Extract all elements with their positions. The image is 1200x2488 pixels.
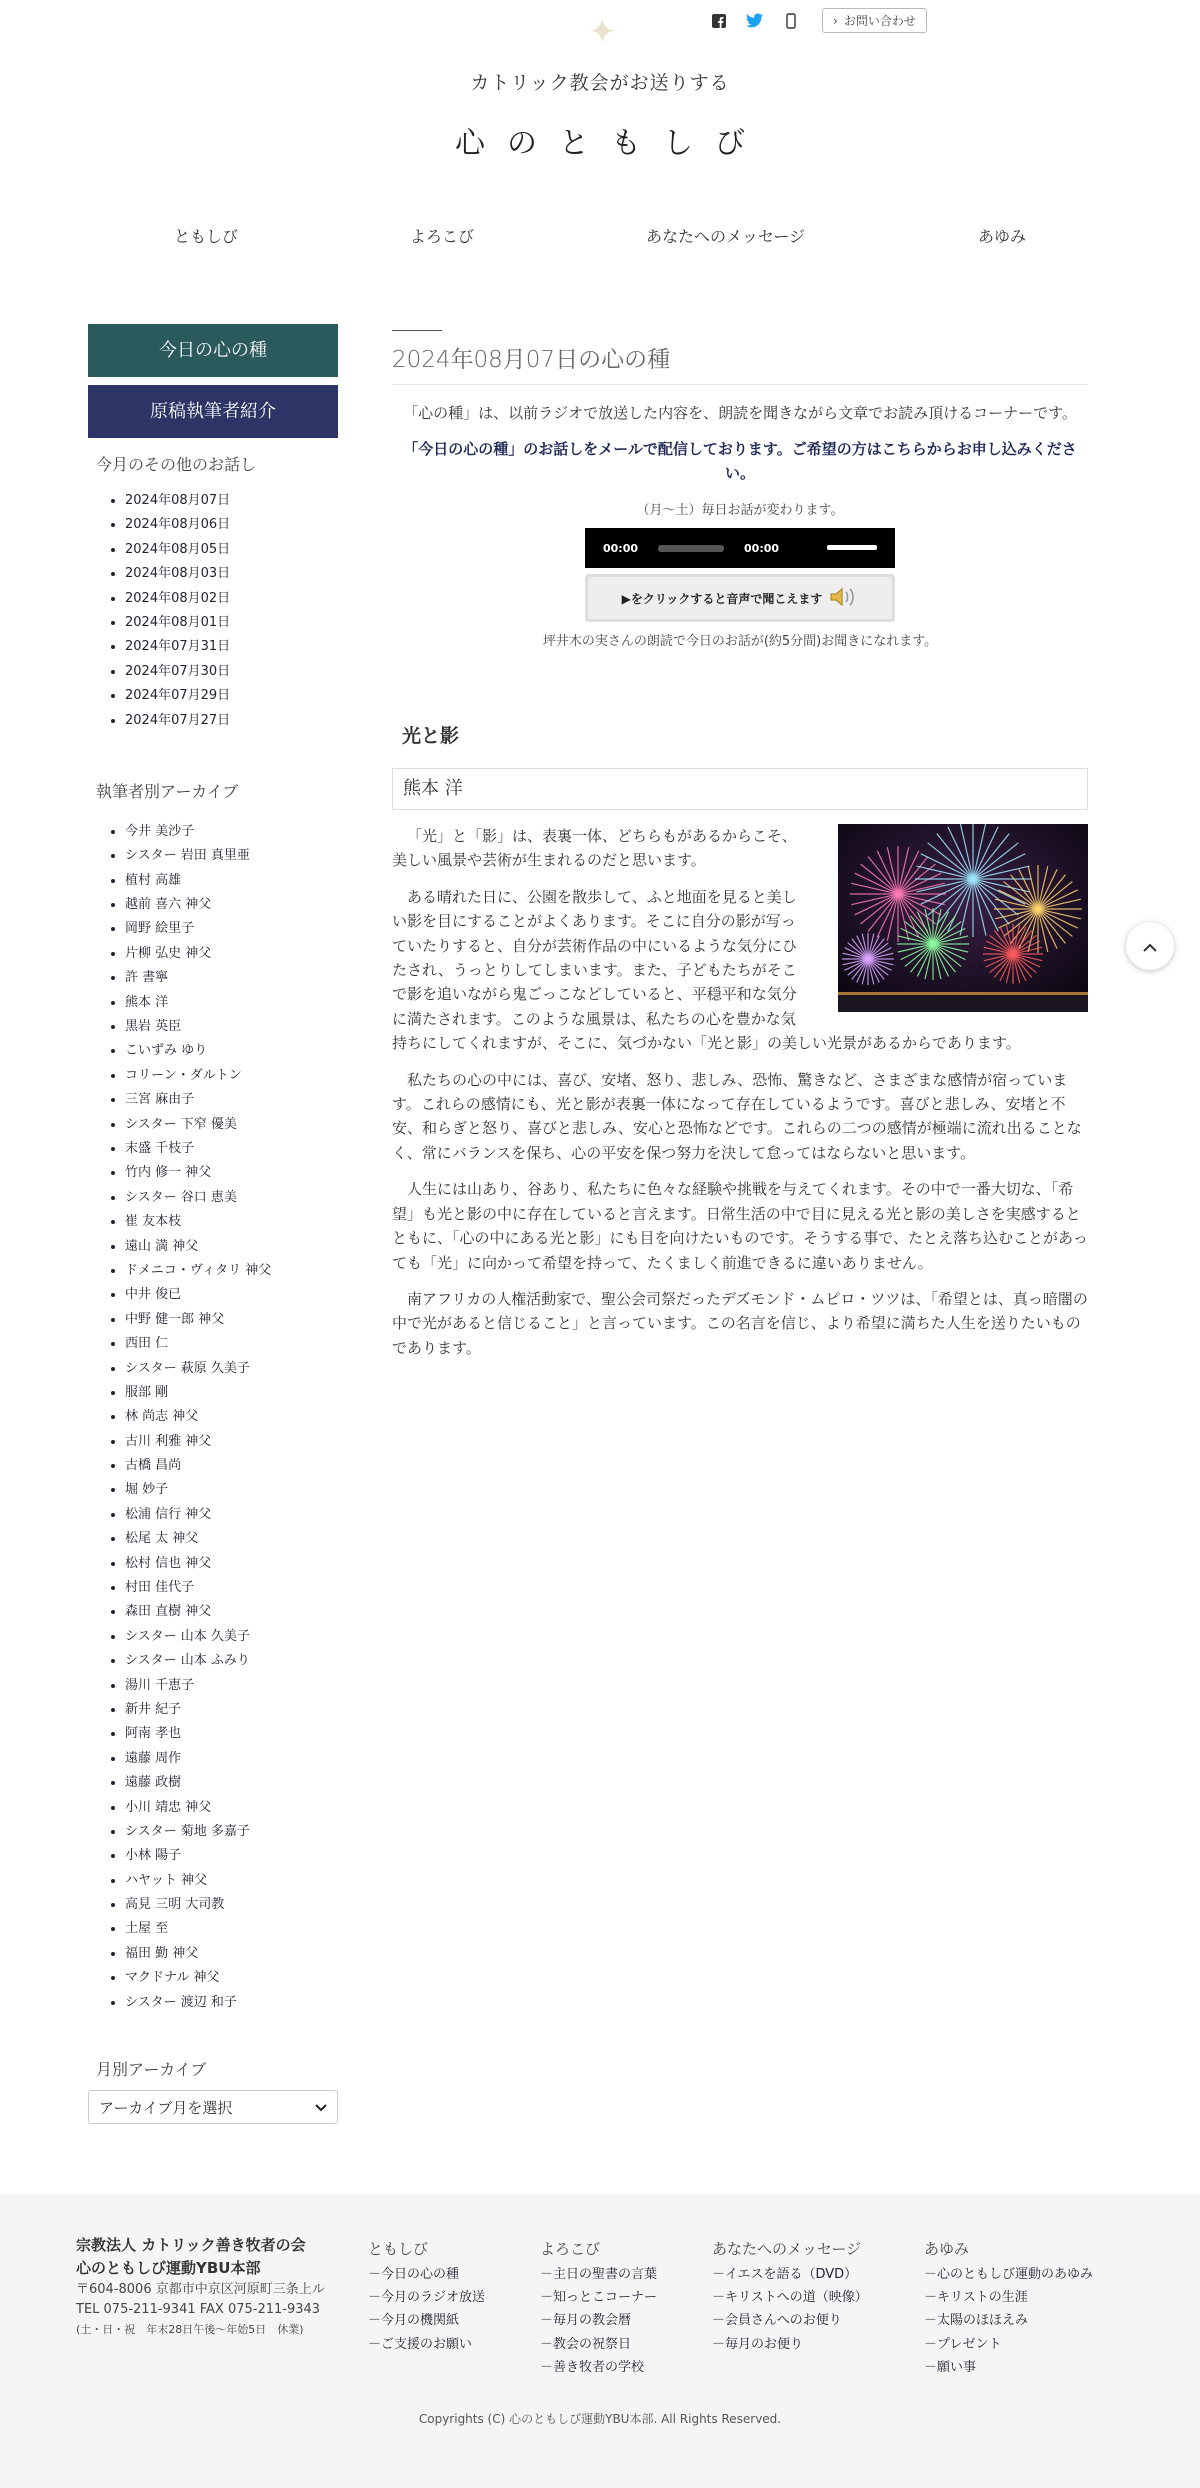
author-archive-link[interactable]: • ハヤット 神父: [125, 1869, 338, 1893]
author-archive-link[interactable]: • 村田 佳代子: [125, 1576, 338, 1600]
author-archive-link[interactable]: • 三宮 麻由子: [125, 1088, 338, 1112]
contact-button[interactable]: [822, 8, 927, 33]
audio-player[interactable]: [585, 528, 895, 568]
contact-label: お問い合わせ: [843, 14, 916, 28]
author-archive-link[interactable]: • コリーン・ダルトン: [125, 1064, 338, 1088]
recent-date-link[interactable]: • 2024年08月05日: [125, 538, 338, 562]
dash-bullet-icon: －: [540, 2336, 554, 2352]
author-archive-link[interactable]: • 新井 紀子: [125, 1698, 338, 1722]
footer-column-yorokobi: [540, 2238, 657, 2379]
intro-text: 「心の種」は、以前ラジオで放送した内容を、朗読を聞きながら文章でお読み頂けるコーナーです。: [403, 404, 1077, 422]
nav-item-tomoshibi[interactable]: ともしび: [174, 227, 239, 246]
main-content: [392, 330, 1088, 1372]
footer-link-list: [924, 2263, 1093, 2379]
authors-intro-button[interactable]: 原稿執筆者紹介: [88, 385, 338, 438]
dash-bullet-icon: －: [540, 2359, 554, 2375]
author-archive-link[interactable]: • ドメニコ・ヴィタリ 神父: [125, 1259, 338, 1283]
dash-bullet-icon: －: [712, 2313, 726, 2329]
mail-subscribe-link[interactable]: 「今日の心の種」のお話しをメールで配信しております。ご希望の方はこちらからお申し込みください。: [403, 440, 1077, 482]
author-archive-link[interactable]: • 遠山 満 神父: [125, 1235, 338, 1259]
author-archive-link[interactable]: • こいずみ ゆり: [125, 1039, 338, 1063]
top-links: [708, 8, 927, 33]
author-archive-link[interactable]: • 竹内 修一 神父: [125, 1161, 338, 1185]
footer-link-label: 毎月のお便り: [725, 2336, 804, 2352]
footer-column-heading[interactable]: あなたへのメッセージ: [712, 2240, 862, 2258]
author-archive-link[interactable]: • 森田 直樹 神父: [125, 1600, 338, 1624]
author-archive-link[interactable]: • 古橋 昌尚: [125, 1454, 338, 1478]
footer-link-label: キリストの生涯: [937, 2290, 1028, 2306]
footer-link-label: イエスを語る（DVD）: [725, 2267, 858, 2282]
footer-link-label: 教会の祝祭日: [553, 2336, 632, 2352]
dash-bullet-icon: －: [368, 2290, 382, 2306]
reader-note: 坪井木の実さんの朗読で今日のお話が(約5分間)お聞きになれます。: [542, 634, 938, 649]
footer-link[interactable]: [368, 2286, 485, 2309]
author-archive-link[interactable]: • 許 書寧: [125, 966, 338, 990]
author-archive-link[interactable]: • 西田 仁: [125, 1332, 338, 1356]
dash-bullet-icon: －: [924, 2336, 938, 2352]
footer-link-list: [540, 2263, 657, 2379]
dash-bullet-icon: －: [924, 2359, 938, 2375]
author-archive-link[interactable]: • 末盛 千枝子: [125, 1137, 338, 1161]
today-seed-button[interactable]: 今日の心の種: [88, 324, 338, 377]
footer-link-label: ご支援のお願い: [381, 2336, 473, 2352]
footer-link-label: 心のともしび運動のあゆみ: [937, 2267, 1094, 2282]
footer-link-list: [368, 2263, 485, 2356]
author-archive-link[interactable]: • 高見 三明 大司教: [125, 1893, 338, 1917]
back-to-top-button[interactable]: [1126, 922, 1174, 970]
article-body: [392, 824, 1088, 1360]
dash-bullet-icon: －: [712, 2290, 726, 2306]
speaker-icon: [828, 586, 858, 611]
footer-link[interactable]: [540, 2286, 657, 2309]
dash-bullet-icon: －: [540, 2267, 554, 2282]
author-archive-link[interactable]: • 阿南 孝也: [125, 1722, 338, 1746]
footer-link-label: 今月のラジオ放送: [381, 2290, 486, 2306]
author-archive-link[interactable]: • 遠藤 政樹: [125, 1771, 338, 1795]
org-holiday: (土・日・祝 年末28日午後〜年始5日 休業): [76, 2323, 304, 2336]
footer-link[interactable]: [540, 2309, 657, 2332]
article-paragraph-2: ある晴れた日に、公園を散歩して、ふと地面を見ると美しい影を目にすることがよくあります。そこに自分の影が写っていたりすると、自分が芸術作品の中にいるような気分にひたされ、うっとりしてしまいます。また、子どもたちがそこで影を追いながら鬼ごっこなどしていると、平穏平和な気分に満たされます。このような風景は、私たちの心を豊かな気持ちにしてくれますが、そこに、気づかない「光と影」の美しい光景があるからであります。: [392, 887, 1021, 1053]
footer-column-ayumi: [924, 2238, 1093, 2379]
footer-link[interactable]: [540, 2356, 657, 2379]
footer-link[interactable]: [368, 2263, 485, 2286]
title-rule: [392, 330, 442, 331]
dash-bullet-icon: －: [712, 2336, 726, 2352]
recent-date-link[interactable]: • 2024年08月06日: [125, 513, 338, 537]
author-archive-link[interactable]: • 湯川 千恵子: [125, 1674, 338, 1698]
author-archive-link[interactable]: • 植村 高雄: [125, 869, 338, 893]
footer-column-tomoshibi: [368, 2238, 485, 2356]
footer-link-label: 毎月の教会暦: [553, 2313, 632, 2329]
author-archive-link[interactable]: • 土屋 至: [125, 1917, 338, 1941]
author-archive-link[interactable]: • 中井 俊已: [125, 1283, 338, 1307]
footer-link[interactable]: [368, 2309, 485, 2332]
nav-item-message[interactable]: あなたへのメッセージ: [646, 227, 806, 246]
dash-bullet-icon: －: [368, 2267, 382, 2282]
footer-link-label: 善き牧者の学校: [553, 2359, 645, 2375]
author-archive-link[interactable]: • 松尾 太 神父: [125, 1527, 338, 1551]
story-title: 光と影: [402, 725, 460, 747]
sidebar: [88, 324, 338, 2124]
author-archive-link[interactable]: • 中野 健一郎 神父: [125, 1308, 338, 1332]
article-paragraph-4: 人生には山あり、谷あり、私たちに色々な経験や挑戦を与えてくれます。その中で一番大切な、「希望」も光と影の中に存在していると言えます。日常生活の中で目に見える光と影の美しさを実感するとともに、「心の中にある光と影」にも目を向けたいものです。そうする事で、たとえ落ち込むことがあっても「光」に向かって希望を持って、たくましく前進できるに違いありません。: [392, 1180, 1088, 1272]
author-archive-link[interactable]: • シスター 萩原 久美子: [125, 1357, 338, 1381]
author-archive-link[interactable]: • 福田 勤 神父: [125, 1942, 338, 1966]
footer-column-message: [712, 2238, 868, 2356]
article-paragraph-5: 南アフリカの人権活動家で、聖公会司祭だったデズモンド・ムピロ・ツツは、「希望とは、真っ暗闇の中で光があると信じること」と言っています。この名言を信じ、より希望に満ちた人生を送りたいものであります。: [392, 1289, 1088, 1357]
site-title[interactable]: 心のともしび: [455, 126, 767, 161]
footer-link-label: キリストへの道（映像）: [725, 2290, 868, 2306]
fireworks-image: [838, 824, 1088, 1012]
author-archive-link[interactable]: • 岡野 絵里子: [125, 917, 338, 941]
footer-link-list: [712, 2263, 868, 2356]
author-archive-link[interactable]: • 遠藤 周作: [125, 1747, 338, 1771]
days-note: （月〜土）毎日お話が変わります。: [636, 503, 844, 518]
footer-column-heading[interactable]: よろこび: [540, 2240, 601, 2258]
recent-date-link[interactable]: • 2024年07月27日: [125, 709, 338, 733]
recent-date-link[interactable]: • 2024年08月01日: [125, 611, 338, 635]
recent-date-link[interactable]: • 2024年08月02日: [125, 587, 338, 611]
authors-archive-heading: 執筆者別アーカイブ: [96, 781, 239, 801]
footer-link[interactable]: [712, 2333, 868, 2356]
twitter-icon[interactable]: [744, 10, 766, 32]
footer-link-label: プレゼント: [937, 2336, 1002, 2352]
play-audio-button[interactable]: [585, 574, 895, 622]
recent-date-link[interactable]: • 2024年08月03日: [125, 562, 338, 586]
recent-date-link[interactable]: • 2024年07月30日: [125, 660, 338, 684]
site-footer: [0, 2194, 1200, 2488]
author-archive-link[interactable]: • 堀 妙子: [125, 1478, 338, 1502]
star-logo-icon: ✦: [588, 12, 617, 52]
footer-link[interactable]: [712, 2286, 868, 2309]
author-archive-link[interactable]: • 林 尚志 神父: [125, 1405, 338, 1429]
site-header: [0, 0, 1200, 200]
nav-item-ayumi[interactable]: あゆみ: [978, 227, 1027, 246]
site-subtitle: カトリック教会がお送りする: [470, 72, 730, 94]
chevron-up-icon: [1143, 937, 1157, 956]
dash-bullet-icon: －: [540, 2290, 554, 2306]
footer-link[interactable]: [712, 2263, 868, 2286]
author-archive-link[interactable]: • 松浦 信行 神父: [125, 1503, 338, 1527]
author-archive-link[interactable]: • 崔 友本枝: [125, 1210, 338, 1234]
audio-current-time: 00:00: [603, 541, 639, 555]
dash-bullet-icon: －: [924, 2313, 938, 2329]
monthly-select-value: アーカイブ月を選択: [99, 2098, 233, 2117]
audio-progress-bar[interactable]: [658, 545, 724, 552]
chevron-right-icon: ›: [833, 13, 838, 28]
footer-link[interactable]: [924, 2356, 1093, 2379]
authors-list: [125, 820, 338, 2015]
chevron-down-icon: [315, 2098, 327, 2116]
org-name: 宗教法人 カトリック善き牧者の会: [76, 2236, 306, 2254]
recent-date-link[interactable]: • 2024年07月31日: [125, 635, 338, 659]
footer-link-label: 今月の機関紙: [381, 2313, 460, 2329]
dash-bullet-icon: －: [712, 2267, 726, 2282]
author-archive-link[interactable]: • 黒岩 英臣: [125, 1015, 338, 1039]
monthly-archive-select[interactable]: [88, 2090, 338, 2124]
recent-date-link[interactable]: • 2024年08月07日: [125, 489, 338, 513]
author-archive-link[interactable]: • シスター 菊地 多嘉子: [125, 1820, 338, 1844]
recent-heading: 今月のその他のお話し: [96, 455, 257, 474]
dash-bullet-icon: －: [924, 2267, 938, 2282]
author-archive-link[interactable]: • 松村 信也 神父: [125, 1552, 338, 1576]
dash-bullet-icon: －: [368, 2336, 382, 2352]
audio-total-time: 00:00: [744, 541, 780, 555]
footer-link-label: 太陽のほほえみ: [937, 2313, 1029, 2329]
author-archive-link[interactable]: • シスター 山本 ふみり: [125, 1649, 338, 1673]
footer-link[interactable]: [368, 2333, 485, 2356]
author-archive-link[interactable]: • 服部 剛: [125, 1381, 338, 1405]
author-name: 熊本 洋: [392, 768, 1088, 810]
footer-link-label: 願い事: [937, 2359, 977, 2375]
author-archive-link[interactable]: • 片柳 弘史 神父: [125, 942, 338, 966]
author-archive-link[interactable]: • 古川 利雅 神父: [125, 1430, 338, 1454]
author-archive-link[interactable]: • 小林 陽子: [125, 1844, 338, 1868]
author-archive-link[interactable]: • シスター 下窄 優美: [125, 1113, 338, 1137]
author-archive-link[interactable]: • シスター 渡辺 和子: [125, 1991, 338, 2015]
copyright: Copyrights (C) 心のともしび運動YBU本部. All Rights Reserved.: [418, 2412, 782, 2426]
recent-list: [125, 489, 338, 733]
post-title: 2024年08月07日の心の種: [392, 341, 1088, 385]
author-archive-link[interactable]: • 小川 靖忠 神父: [125, 1796, 338, 1820]
nav-item-yorokobi[interactable]: よろこび: [410, 227, 475, 246]
author-archive-link[interactable]: • 越前 喜六 神父: [125, 893, 338, 917]
author-archive-link[interactable]: • マクドナル 神父: [125, 1966, 338, 1990]
dash-bullet-icon: －: [924, 2290, 938, 2306]
footer-link[interactable]: [540, 2333, 657, 2356]
author-archive-link[interactable]: • 熊本 洋: [125, 991, 338, 1015]
article-paragraph-3: 私たちの心の中には、喜び、安堵、怒り、悲しみ、恐怖、驚きなど、さまざまな感情が宿っています。これらの感情にも、光と影が表裏一体になって存在しているようです。喜びと悲しみ、安堵と不安、和らぎと怒り、喜びと悲しみ、安心と恐怖などです。これらの二つの感情が極端に流れ出ることなく、常にバランスを保ち、心の平安を保つ努力を決して怠ってはならないと思います。: [392, 1070, 1082, 1162]
footer-link[interactable]: [924, 2333, 1093, 2356]
footer-link[interactable]: [924, 2309, 1093, 2332]
footer-link-label: 今日の心の種: [381, 2267, 460, 2282]
author-archive-link[interactable]: • シスター 谷口 恵美: [125, 1186, 338, 1210]
footer-column-heading[interactable]: ともしび: [368, 2240, 429, 2258]
global-nav: [0, 224, 1200, 250]
article-paragraph-1: 「光」と「影」は、表裏一体、どちらもがあるからこそ、美しい風景や芸術が生まれるのだと思います。: [392, 827, 797, 870]
footer-link-label: 会員さんへのお便り: [725, 2313, 842, 2329]
footer-link[interactable]: [712, 2309, 868, 2332]
mobile-icon[interactable]: [780, 10, 802, 32]
footer-link[interactable]: [540, 2263, 657, 2286]
footer-link-label: 主日の聖書の言葉: [553, 2267, 658, 2282]
footer-column-heading[interactable]: あゆみ: [924, 2240, 970, 2258]
author-archive-link[interactable]: • シスター 岩田 真里亜: [125, 844, 338, 868]
author-archive-link[interactable]: • 今井 美沙子: [125, 820, 338, 844]
facebook-icon[interactable]: [708, 10, 730, 32]
monthly-archive-heading: 月別アーカイブ: [96, 2060, 207, 2080]
author-archive-link[interactable]: • シスター 山本 久美子: [125, 1625, 338, 1649]
play-audio-label: ▶をクリックすると音声で聞こえます: [621, 591, 823, 606]
recent-date-link[interactable]: • 2024年07月29日: [125, 684, 338, 708]
footer-link-label: 知っとこコーナー: [553, 2290, 658, 2306]
org-division: 心のともしび運動YBU本部: [76, 2259, 261, 2277]
dash-bullet-icon: －: [368, 2313, 382, 2329]
audio-volume-bar[interactable]: [827, 545, 877, 550]
footer-organization: [76, 2234, 336, 2340]
org-phone[interactable]: TEL 075-211-9341 FAX 075-211-9343: [76, 2302, 321, 2317]
footer-link[interactable]: [924, 2286, 1093, 2309]
footer-link[interactable]: [924, 2263, 1093, 2286]
dash-bullet-icon: －: [540, 2313, 554, 2329]
org-address: 〒604-8006 京都市中京区河原町三条上ル: [76, 2282, 325, 2297]
